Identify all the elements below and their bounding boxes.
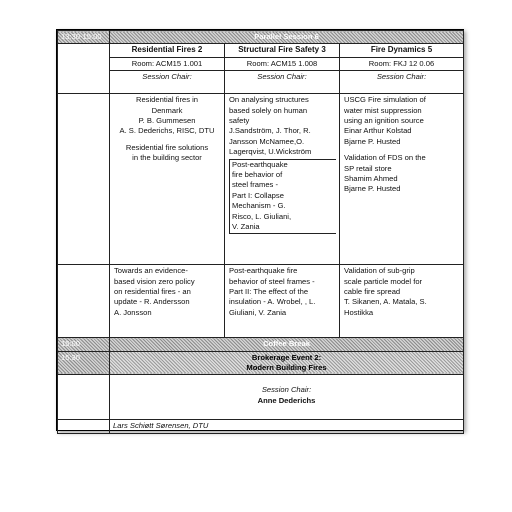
paper-post-earthquake-part1 [229, 159, 336, 234]
paper-line: Bjarne P. Husted [344, 136, 401, 146]
paper-line: Denmark [151, 105, 183, 115]
paper-residential-fire-solutions [113, 143, 221, 164]
paper-line: insulation - A. Wrobel, , L. [229, 297, 316, 307]
paper-line: Validation of sub-grip [344, 266, 415, 276]
room-1: Room: ACM15 1.001 [110, 57, 225, 70]
paper-cell-1 [110, 94, 225, 265]
paper-line: On analysing structures [229, 95, 309, 105]
footer-author: Lars Schiøtt Sørensen, DTU [110, 420, 464, 433]
empty-cell [58, 265, 110, 338]
brokerage-title [110, 351, 464, 375]
paper-line: scale particle model for [344, 276, 423, 286]
paper-line: Post-earthquake fire [229, 266, 298, 276]
paper-analysing-structures [229, 95, 336, 157]
paper-line: Residential fire solutions [125, 142, 209, 152]
brokerage-line-2: Modern Building Fires [246, 363, 327, 373]
chair-label-3: Session Chair: [340, 71, 464, 94]
paper-line: Shamim Ahmed [344, 174, 398, 184]
paper-line: Lagerqvist, U.Wickström [229, 147, 312, 157]
paper-line: Giuliani, V. Zania [229, 307, 287, 317]
paper-cell-2 [225, 94, 340, 265]
paper-line: SP retail store [344, 163, 392, 173]
empty-cell [58, 420, 110, 433]
break-title: Coffee Break [110, 338, 464, 351]
session-title-2: Structural Fire Safety 3 [225, 44, 340, 57]
brokerage-line-1: Brokerage Event 2: [251, 352, 322, 362]
paper-line: A. Jonsson [114, 307, 152, 317]
paper-line: based solely on human [229, 105, 308, 115]
paper-post-earthquake-part2 [225, 265, 340, 338]
session-title: Parallel Session 6 [110, 31, 464, 44]
brokerage-chair-row [58, 375, 464, 420]
paper-line: T. Sikanen, A. Matala, S. [344, 297, 427, 307]
papers-row-1 [58, 94, 464, 265]
paper-line: Risco, L. Giuliani, [232, 211, 292, 221]
session-title-3: Fire Dynamics 5 [340, 44, 464, 57]
paper-validation-fds [344, 153, 460, 195]
paper-sub-grid-scale [340, 265, 464, 338]
chair-label-2: Session Chair: [225, 71, 340, 94]
document-page [56, 29, 464, 431]
paper-line: P. B. Gummesen [138, 116, 196, 126]
session-titles-row [58, 44, 464, 57]
paper-line: Towards an evidence- [114, 266, 188, 276]
paper-line: in the building sector [132, 153, 202, 163]
schedule-table [57, 30, 464, 434]
paper-line: Einar Arthur Kolstad [344, 126, 412, 136]
footer-row [58, 420, 464, 433]
brokerage-row [58, 351, 464, 375]
paper-line: Residential fires in [135, 95, 199, 105]
paper-line: Jansson McNamee,O. [229, 136, 305, 146]
chair-label-1: Session Chair: [110, 71, 225, 94]
paper-line: Part I: Collapse [232, 190, 284, 200]
paper-line: V. Zania [232, 222, 260, 232]
paper-line: fire behavior of [232, 170, 283, 180]
paper-line: based vision zero policy [114, 276, 195, 286]
paper-uscg-fire-simulation [344, 95, 460, 147]
paper-line: cable fire spread [344, 287, 401, 297]
brokerage-chair [110, 375, 464, 420]
paper-residential-fires-denmark [113, 95, 221, 137]
empty-cell [58, 375, 110, 420]
session-time: 13:30-15:00 [58, 31, 110, 44]
session-title-1: Residential Fires 2 [110, 44, 225, 57]
paper-line: USCG Fire simulation of [344, 95, 426, 105]
chair-label: Session Chair: [261, 385, 312, 395]
paper-line: Bjarne P. Husted [344, 184, 401, 194]
paper-line: safety [229, 116, 250, 126]
paper-line: using an ignition source [344, 116, 424, 126]
coffee-break-row [58, 338, 464, 351]
brokerage-time: 15:30 [58, 351, 110, 375]
chair-name: Anne Dederichs [257, 395, 316, 405]
room-2: Room: ACM15 1.008 [225, 57, 340, 70]
paper-line: Mechanism - G. [232, 201, 286, 211]
rooms-row [58, 57, 464, 70]
paper-line: Hostikka [344, 307, 374, 317]
paper-line: A. S. Dederichs, RISC, DTU [119, 126, 215, 136]
chairs-row [58, 71, 464, 94]
empty-cell [58, 94, 110, 265]
session-time-row [58, 31, 464, 44]
paper-vision-zero [110, 265, 225, 338]
paper-line: Part II: The effect of the [229, 287, 309, 297]
paper-line: Post-earthquake [232, 159, 288, 169]
paper-line: on residential fires - an [114, 287, 191, 297]
paper-cell-3 [340, 94, 464, 265]
paper-line: update - R. Andersson [114, 297, 190, 307]
empty-cell [58, 44, 110, 94]
papers-row-2 [58, 265, 464, 338]
paper-line: behavior of steel frames - [229, 276, 315, 286]
paper-line: steel frames - [232, 180, 278, 190]
room-3: Room: FKJ 12 0.06 [340, 57, 464, 70]
break-time: 15:00 [58, 338, 110, 351]
paper-line: Validation of FDS on the [344, 153, 426, 163]
paper-line: J.Sandström, J. Thor, R. [229, 126, 311, 136]
paper-line: water mist suppression [344, 105, 422, 115]
